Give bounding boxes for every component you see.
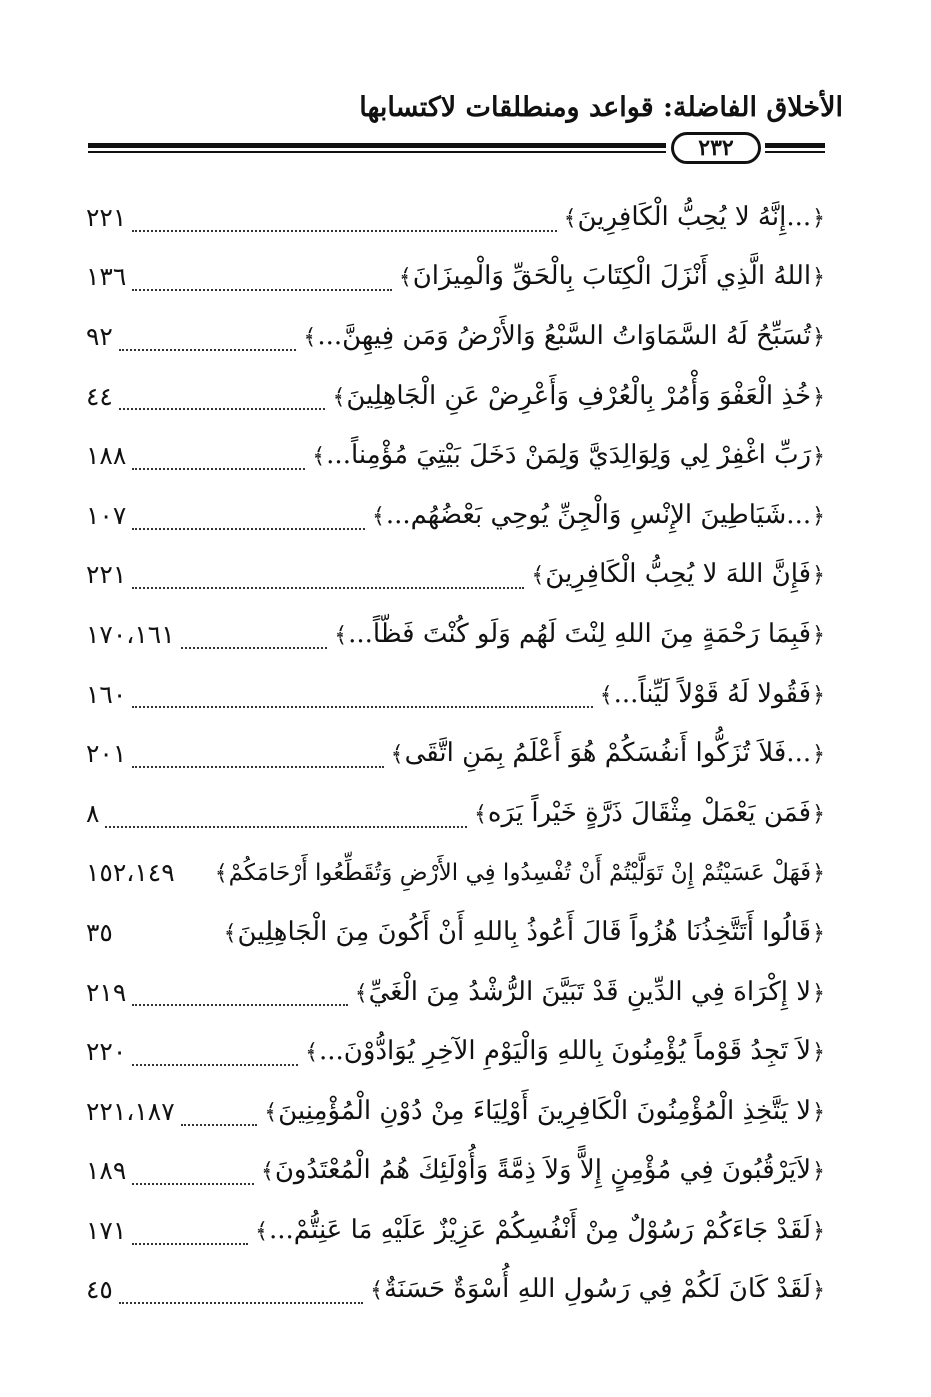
verse-words: رَبِّ اغْفِرْ لِي وَلِوَالِدَيَّ وَلِمَنْ دَخَلَ بَيْتِيَ مُؤْمِناً... [326, 440, 812, 471]
ornate-bracket-open: ﴿ [812, 205, 825, 231]
index-entry [86, 426, 826, 486]
ornate-bracket-close: ﴾ [305, 1040, 318, 1066]
index-entry [86, 546, 826, 606]
page-reference: ٤٥ [86, 1275, 113, 1305]
ornate-bracket-open: ﴿ [812, 801, 825, 827]
ornate-bracket-close: ﴾ [563, 205, 577, 231]
ornate-bracket-close: ﴾ [390, 742, 404, 768]
verse-text [530, 554, 826, 596]
ornate-bracket-close: ﴾ [214, 860, 228, 886]
running-title: الأخلاق الفاضلة: قواعد ومنطلقات لاكتسابها [359, 92, 843, 123]
verse-text [371, 495, 826, 537]
ornate-bracket-open: ﴿ [812, 563, 825, 589]
verse-text [333, 614, 826, 656]
verse-text [390, 733, 826, 775]
ornate-bracket-close: ﴾ [354, 980, 368, 1006]
page-reference: ٤٤ [86, 381, 113, 411]
double-rule-left [88, 143, 666, 155]
dot-leader [132, 765, 383, 768]
index-entry [86, 844, 826, 904]
page-reference: ٢١٩ [86, 977, 127, 1007]
verse-words: ...إِنَّهُ لا يُحِبُّ الْكَافِرِينَ [577, 201, 812, 232]
dot-leader [105, 825, 467, 828]
verse-text [599, 674, 826, 716]
dot-leader [181, 646, 328, 649]
verse-words: فَهَلْ عَسَيْتُمْ إِنْ تَوَلَّيْتُمْ أَنْ تُفْسِدُوا فِي الأَرْضِ وَتُقَطِّعُوا أَرْحَامَكُمْ [228, 859, 812, 886]
ornate-bracket-close: ﴾ [264, 1099, 278, 1125]
ornate-bracket-close: ﴾ [473, 801, 487, 827]
index-entry [86, 963, 826, 1023]
verse-words: فَقُولا لَهُ قَوْلاً لَيِّناً... [613, 678, 812, 709]
page-reference: ١٠٧ [86, 500, 127, 530]
index-entry [86, 903, 826, 963]
ornate-bracket-close: ﴾ [312, 444, 326, 470]
dot-leader [119, 1301, 363, 1304]
verse-text [331, 376, 826, 418]
page-reference: ٢٢١ [86, 560, 127, 590]
double-rule-right [765, 143, 825, 155]
dot-leader [132, 705, 592, 708]
dot-leader [132, 586, 524, 589]
ornate-bracket-open: ﴿ [812, 1278, 825, 1304]
verse-words: ...شَيَاطِينَ الإِنْسِ وَالْجِنِّ يُوحِي بَعْضُهُم... [385, 499, 812, 530]
page-reference: ١٣٦ [86, 262, 127, 292]
verse-words: لاَ تَجِدُ قَوْماً يُؤْمِنُونَ بِاللهِ وَالْيَوْمِ الآخِرِ يُوَادُّوْنَ... [319, 1036, 812, 1067]
ornate-bracket-close: ﴾ [255, 1218, 269, 1244]
ornate-bracket-open: ﴿ [812, 1159, 825, 1185]
verse-words: خُذِ الْعَفْوَ وَأْمُرْ بِالْعُرْفِ وَأَعْرِضْ عَنِ الْجَاهِلِينَ [346, 380, 812, 411]
ornate-bracket-open: ﴿ [812, 682, 825, 708]
ornate-bracket-close: ﴾ [223, 920, 237, 946]
index-entry [86, 486, 826, 546]
verse-text [263, 1091, 826, 1133]
page-reference: ١٥٢،١٤٩ [86, 858, 175, 888]
ornate-bracket-open: ﴿ [812, 384, 825, 410]
verse-words: فَإِنَّ اللهَ لا يُحِبُّ الْكَافِرِينَ [545, 559, 812, 590]
dot-leader [132, 1242, 248, 1245]
ornate-bracket-close: ﴾ [334, 622, 348, 648]
ornate-bracket-open: ﴿ [812, 622, 825, 648]
dot-leader [132, 1063, 298, 1066]
ornate-bracket-close: ﴾ [531, 563, 545, 589]
index-entry [86, 1201, 826, 1261]
dot-leader [132, 467, 305, 470]
page-reference: ٢٢٠ [86, 1037, 127, 1067]
index-entry [86, 248, 826, 308]
index-entry [86, 1261, 826, 1321]
index-entry [86, 188, 826, 248]
ornate-bracket-open: ﴿ [812, 920, 825, 946]
verse-words: اللهُ الَّذِي أَنْزَلَ الْكِتَابَ بِالْحَقِّ وَالْمِيزَانَ [412, 261, 812, 292]
dot-leader [132, 1003, 347, 1006]
ornate-bracket-open: ﴿ [812, 444, 825, 470]
page-reference: ٢٢١،١٨٧ [86, 1096, 175, 1126]
dot-leader [132, 288, 392, 291]
ornate-bracket-open: ﴿ [812, 980, 825, 1006]
verse-text [311, 435, 826, 477]
dot-leader [119, 407, 326, 410]
index-entry [86, 367, 826, 427]
dot-leader [119, 946, 217, 947]
verse-text [223, 912, 826, 954]
header-rule [88, 132, 825, 166]
index-entry [86, 1142, 826, 1202]
page-reference: ٨ [86, 798, 100, 828]
ornate-bracket-open: ﴿ [812, 1040, 825, 1066]
ornate-bracket-open: ﴿ [812, 265, 825, 291]
index-entry [86, 605, 826, 665]
page-reference: ٣٥ [86, 917, 113, 947]
dot-leader [181, 1123, 258, 1126]
dot-leader [132, 1182, 254, 1185]
index-entry [86, 784, 826, 844]
page-reference: ٢٢١ [86, 202, 127, 232]
verse-text [302, 316, 826, 358]
dot-leader [119, 348, 297, 351]
verse-text [473, 793, 826, 835]
verse-text [369, 1269, 826, 1311]
index-entry [86, 307, 826, 367]
dot-leader [132, 527, 365, 530]
dot-leader [132, 229, 556, 232]
verse-text [260, 1150, 826, 1192]
verse-words: لا يَتَّخِذِ الْمُؤْمِنُونَ الْكَافِرِينَ أَوْلِيَاءَ مِنْ دُوْنِ الْمُؤْمِنِينَ [278, 1095, 812, 1126]
ornate-bracket-open: ﴿ [812, 503, 825, 529]
verse-words: فَمَن يَعْمَلْ مِثْقَالَ ذَرَّةٍ خَيْراً يَرَه [487, 797, 812, 828]
ornate-bracket-close: ﴾ [260, 1159, 274, 1185]
ornate-bracket-open: ﴿ [812, 742, 825, 768]
verse-words: لاَيَرْقُبُونَ فِي مُؤْمِنٍ إِلاًّ وَلاَ ذِمَّةً وَأُوْلَئِكَ هُمُ الْمُعْتَدُونَ [274, 1155, 812, 1186]
page-reference: ٩٢ [86, 321, 113, 351]
verse-index-list [86, 188, 826, 1320]
page-reference: ١٦٠ [86, 679, 127, 709]
verse-words: تُسَبِّحُ لَهُ السَّمَاوَاتُ السَّبْعُ وَالأَرْضُ وَمَن فِيهِنَّ... [317, 320, 812, 351]
verse-words: قَالُوا أَتَتَّخِذُنَا هُزُواً قَالَ أَعُوذُ بِاللهِ أَنْ أَكُونَ مِنَ الْجَاهِلِينَ [237, 916, 812, 947]
page-reference: ١٧٠،١٦١ [86, 619, 175, 649]
page-reference: ٢٠١ [86, 739, 127, 769]
ornate-bracket-close: ﴾ [599, 682, 613, 708]
verse-words: فَبِمَا رَحْمَةٍ مِنَ اللهِ لِنْتَ لَهُم وَلَو كُنْتَ فَظّاً... [348, 618, 812, 649]
verse-words: لا إِكْرَاهَ فِي الدِّينِ قَدْ تَبَيَّنَ الرُّشْدُ مِنَ الْغَيِّ [368, 976, 812, 1007]
ornate-bracket-open: ﴿ [812, 1218, 825, 1244]
page-reference: ١٨٨ [86, 441, 127, 471]
ornate-bracket-close: ﴾ [303, 324, 317, 350]
ornate-bracket-close: ﴾ [371, 503, 385, 529]
ornate-bracket-close: ﴾ [332, 384, 346, 410]
dot-leader [181, 886, 208, 887]
ornate-bracket-close: ﴾ [398, 265, 412, 291]
index-entry [86, 665, 826, 725]
index-entry [86, 724, 826, 784]
ornate-bracket-open: ﴿ [812, 324, 825, 350]
verse-text [354, 972, 826, 1014]
verse-words: لَقَدْ كَانَ لَكُمْ فِي رَسُولِ اللهِ أُسْوَةٌ حَسَنَةٌ [383, 1274, 812, 1305]
ornate-bracket-open: ﴿ [812, 1099, 825, 1125]
ornate-bracket-close: ﴾ [370, 1278, 383, 1304]
ornate-bracket-open: ﴿ [812, 860, 825, 886]
verse-text [563, 197, 826, 239]
page-reference: ١٧١ [86, 1215, 127, 1245]
page-number: ٢٣٢ [671, 132, 761, 164]
verse-text [254, 1210, 826, 1252]
verse-words: لَقَدْ جَاءَكُمْ رَسُوْلٌ مِنْ أَنْفُسِكُمْ عَزِيْزٌ عَلَيْهِ مَا عَنِتُّمْ... [269, 1214, 812, 1245]
verse-text [398, 256, 826, 298]
index-entry [86, 1082, 826, 1142]
page-reference: ١٨٩ [86, 1156, 127, 1186]
verse-text [214, 853, 826, 894]
verse-words: ...فَلاَ تُزَكُّوا أَنفُسَكُمْ هُوَ أَعْلَمُ بِمَنِ اتَّقَى [404, 738, 812, 769]
verse-text [304, 1031, 826, 1073]
index-entry [86, 1022, 826, 1082]
